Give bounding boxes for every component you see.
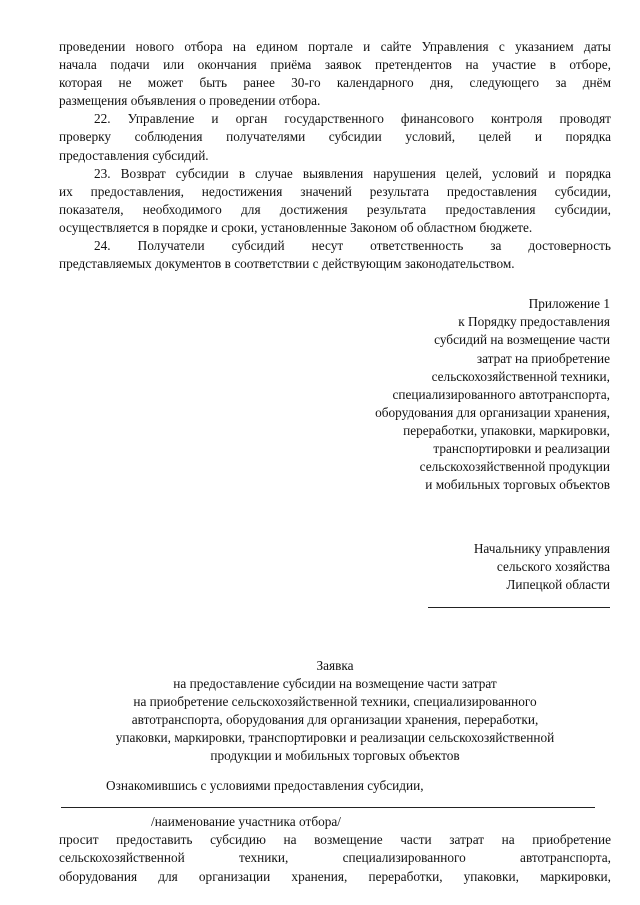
appendix-line: к Порядку предоставления	[458, 314, 610, 330]
text-line: 24. Получатели субсидий несут ответственность за достоверность	[94, 238, 611, 254]
text-line: осуществляется в порядке и сроки, установленные Законом об областном бюджете.	[59, 219, 533, 235]
paragraph-23	[59, 165, 611, 237]
appendix-line: субсидий на возмещение части	[434, 332, 610, 348]
application-title	[59, 657, 611, 766]
title-line: Заявка	[316, 657, 354, 673]
request-paragraph	[59, 831, 611, 885]
paragraph-22	[59, 110, 611, 164]
text-line: оборудования для организации хранения, переработки, упаковки, маркировки,	[59, 868, 611, 884]
title-line: продукции и мобильных торговых объектов	[210, 748, 460, 764]
title-line: автотранспорта, оборудования для организации хранения, переработки,	[131, 711, 539, 727]
text-line: проверку соблюдения получателями субсидии условий, целей и порядка	[59, 129, 611, 145]
participant-name-field	[59, 795, 611, 813]
text-line: сельскохозяйственной техники, специализированного автотранспорта,	[59, 850, 611, 866]
text-line: предоставления субсидий.	[59, 147, 209, 163]
text-line: просит предоставить субсидию на возмещение части затрат на приобретение	[59, 832, 611, 848]
appendix-heading	[342, 295, 610, 494]
text-line: их предоставления, недостижения значений результата предоставления субсидии,	[59, 183, 611, 199]
appendix-line: переработки, упаковки, маркировки,	[403, 422, 610, 438]
signature-blank-line	[379, 595, 610, 613]
fill-in-line	[61, 807, 595, 808]
addressee-line: сельского хозяйства	[496, 559, 610, 575]
document-page	[59, 38, 611, 886]
appendix-line: Приложение 1	[528, 296, 610, 312]
text-line: которая не может быть ранее 30-го календарного дня, следующего за днём	[59, 75, 611, 91]
paragraph-21-continuation	[59, 38, 611, 110]
title-line: упаковки, маркировки, транспортировки и реализации сельскохозяйственной	[115, 730, 555, 745]
text-line: 22. Управление и орган государственного финансового контроля проводят	[94, 111, 611, 127]
addressee-block	[379, 540, 610, 612]
addressee-line: Начальнику управления	[473, 541, 610, 557]
addressee-line: Липецкой области	[506, 577, 610, 593]
text-line: показателя, необходимого для достижения результата предоставления субсидии,	[59, 201, 611, 217]
text-line: проведении нового отбора на едином портале и сайте Управления с указанием даты	[59, 39, 611, 54]
appendix-line: специализированного автотранспорта,	[392, 386, 610, 402]
appendix-line: транспортировки и реализации	[433, 440, 610, 456]
title-line: на приобретение сельскохозяйственной техники, специализированного	[133, 693, 537, 709]
text-line: начала подачи или окончания приёма заявок претендентов на участие в отборе,	[59, 57, 611, 73]
appendix-line: сельскохозяйственной техники,	[431, 368, 610, 384]
appendix-line: сельскохозяйственной продукции	[419, 459, 610, 475]
text-line: представляемых документов в соответствии с действующим законодательством.	[59, 256, 515, 272]
title-line: на предоставление субсидии на возмещение части затрат	[173, 675, 497, 691]
appendix-line: и мобильных торговых объектов	[425, 477, 610, 493]
text-line: 23. Возврат субсидии в случае выявления нарушения целей, условий и порядка	[94, 165, 611, 181]
participant-caption: /наименование участника отбора/	[151, 814, 341, 830]
appendix-line: затрат на приобретение	[476, 350, 610, 366]
appendix-line: оборудования для организации хранения,	[375, 404, 610, 420]
intro-text: Ознакомившись с условиями предоставления субсидии,	[106, 778, 424, 794]
paragraph-24	[59, 237, 611, 273]
text-line: размещения объявления о проведении отбора.	[59, 93, 321, 109]
